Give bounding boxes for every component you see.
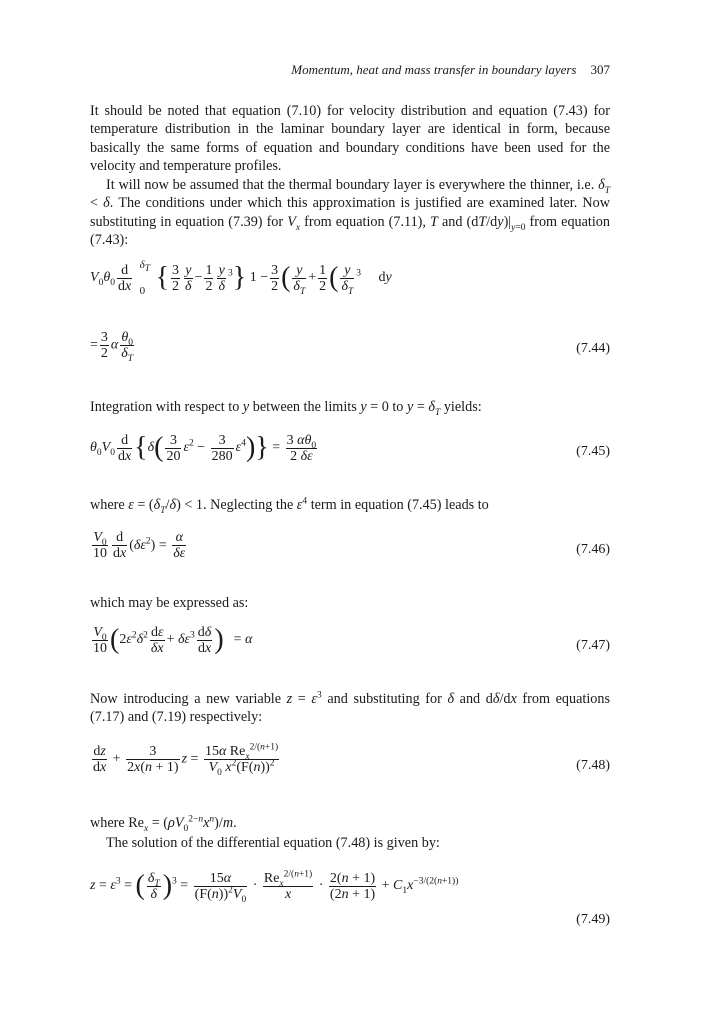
- paragraph-5: which may be expressed as:: [90, 595, 249, 611]
- paragraph-6: Now introducing a new variable $z = \varepsilon^3$ and substituting for δ and dδ/dx from equations (7.17) and (7.19) respectively:: [90, 690, 610, 726]
- equation-7-44-line2: = $\frac{3}{2}$ α $\frac{\theta_0}{\delta_T}$ (7.44): [90, 330, 610, 364]
- paragraph-8: The solution of the differential equation (7.48) is given by:: [106, 835, 440, 851]
- equation-7-47: $\frac{V_0}{10}$ ($2\varepsilon^2\delta^2$ $\frac{d\varepsilon}{\delta x}$ + $\delta\varepsilon^3$ $\frac{d\delta}{dx}$ ) = α (7.47): [93, 624, 610, 656]
- equation-number: (7.46): [576, 542, 610, 557]
- equation-7-46: $\frac{V_0}{10}$ $\frac{d}{dx}$ $(\delta\varepsilon^2)$ = $\frac{\alpha}{\delta\varepsilon}$ (7.46): [93, 530, 610, 561]
- running-title: Momentum, heat and mass transfer in boundary layers: [291, 62, 577, 77]
- running-header: [90, 62, 610, 78]
- equation-number: (7.48): [576, 758, 610, 773]
- equation-7-48: $\frac{dz}{dx}$ + $\frac{3}{2x(n + 1)}$ z = $\frac{15\alpha Re_x^{2/(n+1)}}{V_0 x^2(F(n))^2}$ (7.48): [93, 742, 610, 778]
- equation-7-44-line1: $V_0\theta_0$ $\frac{d}{dx}$ $\delta_T$ 0 { $\frac{3}{2}$ $\frac{y}{\delta}$ − $\frac{1}{2}$ $\frac{y}{\delta}$ $^3$} 1 − $\frac{3}{2}$ ( $\frac{y}{\delta_T}$ + $\frac{1}{2}$ ( $\frac{y}{\delta_T}$ $^3$ dy: [90, 259, 392, 297]
- equation-number: (7.47): [576, 638, 610, 653]
- equation-7-49: $z = \varepsilon^3$ = ( $\frac{\delta_T}{\delta}$ )$^3$ = $\frac{15\alpha}{(F(n))^2V_0}$ · $\frac{Re_x^{2/(n+1)}}{x}$ · $\frac{2(n + 1)}{(2n + 1)}$ + $C_1x^{-3/(2(n+1))}$ (7.49): [90, 868, 610, 927]
- equation-number: (7.44): [576, 341, 610, 356]
- equation-7-45: $\theta_0V_0$ $\frac{d}{dx}$ {δ( $\frac{3}{20}$ $\varepsilon^2$ − $\frac{3}{280}$ $\varepsilon^4$)} = $\frac{3 \alpha\theta_0}{2 \delta\varepsilon}$ (7.45): [90, 432, 610, 464]
- equation-number: (7.49): [576, 912, 610, 927]
- paragraph-7: where $Re_x = (\rho V_0^{2-n}x^n)/m$.: [90, 814, 237, 834]
- paragraph-4: where $\varepsilon = (\delta_T/\delta) < 1$. Neglecting the $\varepsilon^4$ term in equation (7.45) leads to: [90, 496, 489, 516]
- paragraph-3: Integration with respect to y between the limits y = 0 to $y = \delta_T$ yields:: [90, 399, 482, 418]
- page-number: 307: [590, 62, 610, 77]
- paragraph-1: It should be noted that equation (7.10) for velocity distribution and equation (7.43) for temperature distribution in the laminar boundary layer are identical in form, because basically the same forms of equation and boundary conditions have been used for the velocity and temperature profiles.: [90, 103, 610, 175]
- equation-number: (7.45): [576, 444, 610, 459]
- paragraph-2: It will now be assumed that the thermal boundary layer is everywhere the thinner, i.e. $\delta_T < \delta$. The conditions under which this approximation is justified are examined later. Now substituting in equation (7.39) for $V_x$ from equation (7.11), T and $(dT/dy)|_{y=0}$ from equation (7.43):: [90, 177, 610, 249]
